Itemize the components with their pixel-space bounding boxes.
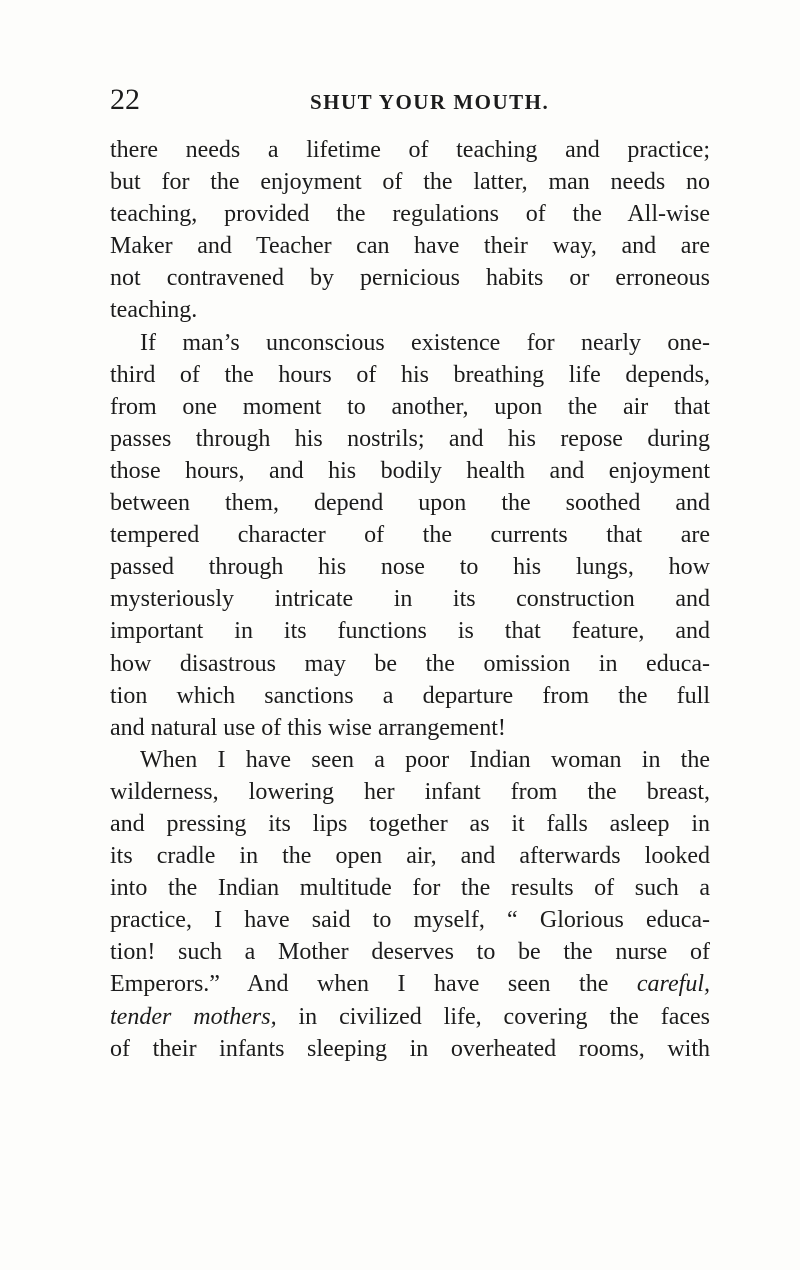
text-line: teaching. bbox=[110, 297, 198, 324]
text-line: important in its functions is that feature, and bbox=[110, 618, 710, 645]
text-line: passes through his nostrils; and his repose during bbox=[110, 425, 710, 452]
text-line: its cradle in the open air, and afterwards looked bbox=[110, 843, 710, 870]
text-line: third of the hours of his breathing life depends, bbox=[110, 361, 710, 388]
text-segment: Emperors.” And when I have seen the bbox=[110, 971, 609, 998]
running-head: SHUT YOUR MOUTH. bbox=[310, 90, 550, 114]
page-number: 22 bbox=[110, 83, 140, 116]
text-line: tion! such a Mother deserves to be the nurse of bbox=[110, 939, 710, 966]
text-line-with-italic bbox=[110, 968, 710, 1000]
paragraph-start-line: If man’s unconscious existence for nearly one- bbox=[140, 329, 710, 356]
text-line: tempered character of the currents that are bbox=[110, 522, 710, 549]
page-header bbox=[110, 82, 580, 122]
text-line: between them, depend upon the soothed and bbox=[110, 490, 710, 517]
text-line: how disastrous may be the omission in educa- bbox=[110, 650, 710, 677]
text-line: passed through his nose to his lungs, how bbox=[110, 554, 710, 581]
paragraph-start-line: When I have seen a poor Indian woman in the bbox=[140, 746, 710, 773]
text-line: tion which sanctions a departure from the full bbox=[110, 682, 710, 709]
text-line: of their infants sleeping in overheated rooms, with bbox=[110, 1035, 710, 1062]
body-text bbox=[110, 134, 710, 1065]
text-line: not contravened by pernicious habits or erroneous bbox=[110, 265, 710, 292]
text-line: teaching, provided the regulations of the All-wise bbox=[110, 201, 710, 228]
text-line: wilderness, lowering her infant from the breast, bbox=[110, 778, 710, 805]
text-line-with-italic bbox=[110, 1001, 710, 1033]
text-line: but for the enjoyment of the latter, man needs no bbox=[110, 169, 710, 196]
text-line: into the Indian multitude for the results of such a bbox=[110, 875, 710, 902]
italic-text: tender mothers, bbox=[110, 1003, 277, 1030]
text-line: practice, I have said to myself, “ Glorious educa- bbox=[110, 907, 710, 934]
text-line: and natural use of this wise arrangement! bbox=[110, 714, 506, 741]
text-segment: in civilized life, covering the faces bbox=[276, 1003, 710, 1030]
text-line: there needs a lifetime of teaching and practice; bbox=[110, 137, 710, 163]
italic-text: careful, bbox=[636, 971, 710, 998]
text-line: mysteriously intricate in its construction and bbox=[110, 586, 710, 613]
text-line: and pressing its lips together as it falls asleep in bbox=[110, 810, 710, 837]
text-line: Maker and Teacher can have their way, and are bbox=[110, 233, 710, 260]
text-line: those hours, and his bodily health and enjoyment bbox=[110, 457, 710, 484]
text-line: from one moment to another, upon the air that bbox=[110, 393, 710, 420]
